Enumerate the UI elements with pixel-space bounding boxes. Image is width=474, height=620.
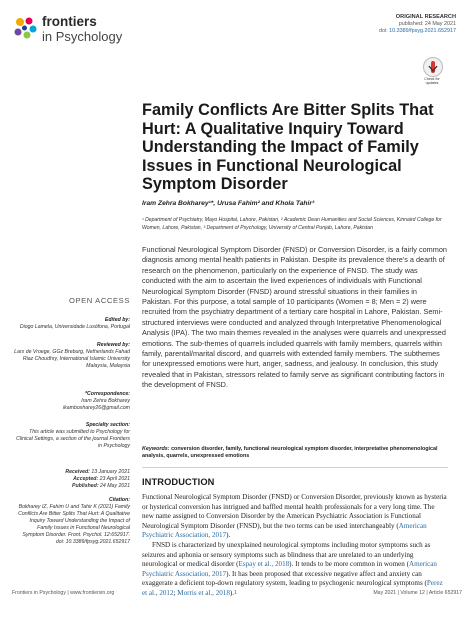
citation-label: Citation:	[108, 497, 130, 503]
section-heading-introduction: INTRODUCTION	[142, 477, 215, 487]
keywords-label: Keywords:	[142, 446, 170, 452]
citation-link[interactable]: Morris et al., 2018	[177, 588, 230, 597]
specialty-section	[14, 422, 130, 450]
accepted-label: Accepted:	[73, 476, 99, 482]
received-row	[14, 469, 130, 476]
editor[interactable]: Diogo Lamela, Universidade Lusófona, Portugal	[19, 324, 130, 330]
published-row	[14, 483, 130, 490]
citation-link[interactable]: Perez et al., 2012	[142, 579, 443, 597]
received-date: 13 January 2021	[91, 469, 130, 475]
correspondence-name: Iram Zehra Bokharey	[81, 398, 130, 404]
updates-icon	[423, 57, 443, 77]
intro-text: FNSD is characterized by unexplained neurological symptoms including motor symptoms such as seizures and aphonia or sensory symptoms such as blindness that are unrelated to an underlying neurological or medical disorder (	[142, 541, 431, 569]
article-type: ORIGINAL RESEARCH	[395, 14, 456, 20]
check-for-updates-badge[interactable]	[418, 56, 446, 88]
reviewed-by-label: Reviewed by:	[96, 342, 130, 348]
article-dates	[14, 469, 130, 490]
accepted-row	[14, 476, 130, 483]
affiliations: ¹ Department of Psychiatry, Mayo Hospital, Lahore, Pakistan, ² Academic Dean Humanities and Social Sciences, Kinnaird College for Women, Lahore, Pakistan, ³ Department of Psychology, University of Central Punjab, Lahore, Pakistan	[142, 217, 442, 231]
specialty-label: Specialty section:	[85, 422, 130, 428]
footer-issue-info: May 2021 | Volume 12 | Article 652917	[373, 590, 462, 596]
intro-text: Functional Neurological Symptom Disorder (FNSD) or Conversion Disorder, previously known as hysteria or hysterical conversion has intrigued and baffled mental health professionals for a very long time. The new name assigned to Conversion Disorder by the American Psychiatric Association is Functional Neurological Symptom Disorder (FNSD), but the two terms can be used interchangeably (	[142, 493, 447, 530]
keywords-text: conversion disorder, family, functional neurological symptom disorder, interpretative phenomenological analysis, quarrels, unexpressed emotions	[142, 446, 438, 460]
intro-paragraph-1	[142, 493, 448, 541]
intro-text: ). It tends to be more common in women (	[289, 560, 409, 569]
journal-logo[interactable]	[12, 13, 132, 49]
reviewers[interactable]: Lars de Vroege, GGz Breburg, Netherlands Fahad Riaz Choudhry, International Islamic University Malaysia, Malaysia	[14, 349, 130, 369]
page-number: 1	[234, 590, 237, 596]
doi-link[interactable]: doi: 10.3389/fpsyg.2021.652917	[378, 28, 456, 34]
reviewed-by	[14, 342, 130, 370]
frontiers-logo-icon	[12, 15, 38, 41]
intro-text: ).	[229, 588, 235, 597]
citation-text: Bokharey IZ, Fahim U and Tahir K (2021) Family Conflicts Are Bitter Splits That Hurt: A Qualitative Inquiry Toward Understanding the Impact of Family Issues in Functional Neurological Symptom Disorder. Front. Psychol. 12:652917. doi: 10.3389/fpsyg.2021.652917	[18, 504, 130, 545]
journal-name: frontiers	[42, 14, 97, 29]
correspondence-email[interactable]: ikamboxharey26@gmail.com	[63, 405, 130, 411]
accepted-date: 23 April 2021	[99, 476, 130, 482]
article-meta	[379, 14, 456, 35]
citation-link[interactable]: American Psychiatric Association, 2017	[142, 521, 427, 540]
article-title: Family Conflicts Are Bitter Splits That Hurt: A Qualitative Inquiry Toward Understanding the Impact of Family Issues in Functional Neurological Symptom Disorder	[142, 101, 434, 193]
edited-by-label: Edited by:	[104, 317, 130, 323]
citation	[14, 497, 130, 546]
page-footer	[12, 590, 462, 598]
intro-text: ;	[173, 588, 178, 597]
correspondence-label: *Correspondence:	[85, 391, 130, 397]
edited-by	[14, 317, 130, 331]
citation-link[interactable]: Espay et al., 2018	[238, 560, 290, 569]
divider	[142, 467, 448, 468]
correspondence	[14, 391, 130, 412]
received-label: Received:	[65, 469, 90, 475]
published-date: published: 24 May 2021	[398, 21, 456, 27]
author-list: Iram Zehra Bokharey¹*, Urusa Fahim² and Khola Tahir³	[142, 200, 315, 207]
open-access-label: OPEN ACCESS	[68, 296, 130, 305]
journal-subtitle: in Psychology	[42, 29, 123, 44]
citation-link[interactable]: American Psychiatric Association, 2017	[142, 560, 437, 578]
footer-journal-link[interactable]: Frontiers in Psychology | www.frontiersin.org	[12, 590, 115, 596]
published-label: Published:	[72, 483, 99, 489]
keywords	[142, 446, 448, 460]
specialty-text: This article was submitted to Psychology for Clinical Settings, a section of the journal Frontiers in Psychology	[16, 429, 130, 449]
intro-text: ). It has been proposed that excessive negative affect and anxiety can exaggerate a deficient top-down regulatory system, leading to psychogenic neurological symptoms (	[142, 569, 427, 588]
intro-text: ).	[226, 531, 231, 540]
updates-label: Check for updates	[424, 77, 440, 85]
published-date-side: 24 May 2021	[100, 483, 130, 489]
abstract: Functional Neurological Symptom Disorder (FNSD) or Conversion Disorder, is a fairly common diagnosis among mental health patients in Pakistan. Despite its prevalence there's a dearth of research on the phenomenon, particularly on the experience of FNSD. The study was conducted with the aim to ascertain the lived experiences of individuals with Functional Neurological Symptom Disorder (FNSD) around stressful situations in their families in Pakistan. For this purpose, a total sample of 10 participants (Women = 8; Men = 2) were recruited from the psychiatry department of a tertiary care hospital in Lahore, Pakistan. Semi-structured interviews were conducted and analyzed through Interpretative Phenomenological Analysis (IPA). The two main themes revealed in the analyses were quarrels and unexpressed emotions. The sub-themes of quarrels included quarrels with family members, quarrels within family, parental/marital discord, and quarrels with extended family members. The subthemes for unexpressed emotions were hurt, anger, sadness, and jealousy. In conclusion, this study revealed that in Pakistan, stressors related to family serve as significant contributing factors in the development of FNSD.	[142, 245, 447, 390]
